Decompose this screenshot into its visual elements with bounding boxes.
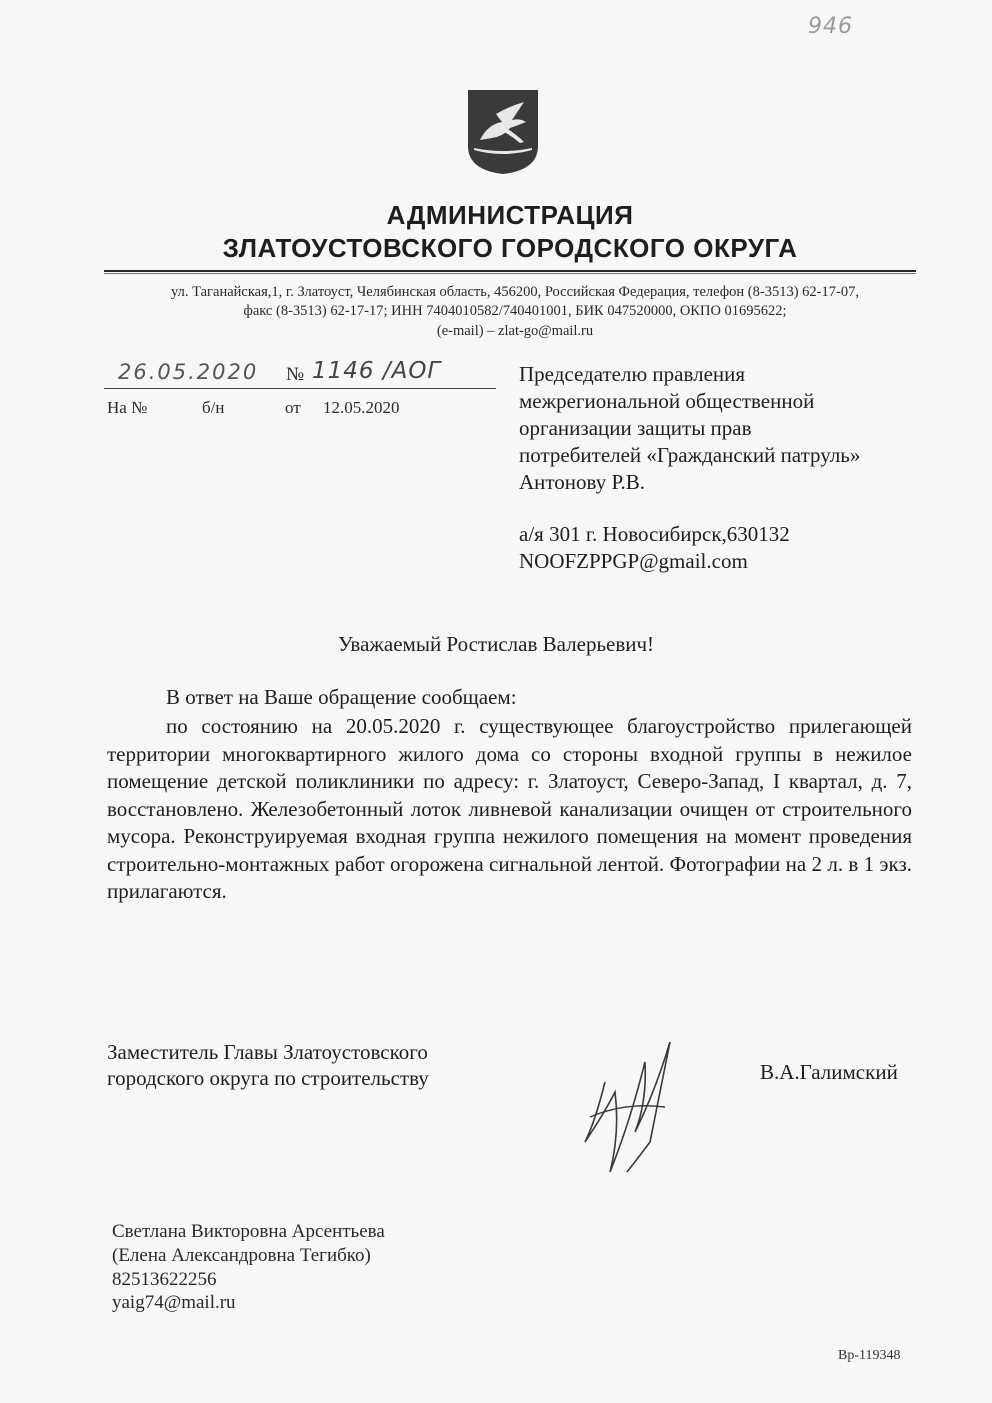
reference-date: 12.05.2020 bbox=[323, 398, 400, 417]
org-address-line3: (e-mail) – zlat-go@mail.ru bbox=[436, 323, 594, 339]
handwritten-signature bbox=[575, 1022, 685, 1182]
document-number: Вр-119348 bbox=[838, 1348, 901, 1363]
letter-greeting: Уважаемый Ростислав Валерьевич! bbox=[337, 632, 655, 656]
executor-email: yaig74@mail.ru bbox=[112, 1292, 236, 1313]
recipient-name: Антонову Р.В. bbox=[519, 470, 646, 494]
header-divider bbox=[104, 270, 916, 272]
recipient-line: межрегиональной общественной bbox=[519, 389, 815, 413]
org-address-line2: факс (8-3513) 62-17-17; ИНН 7404010582/740401001, БИК 047520000, ОКПО 01695622; bbox=[243, 303, 787, 319]
registration-underline bbox=[104, 388, 496, 389]
recipient-line: потребителей «Гражданский патруль» bbox=[519, 443, 861, 467]
recipient-line: Председателю правления bbox=[519, 362, 746, 386]
letter-intro: В ответ на Ваше обращение сообщаем: bbox=[166, 685, 517, 709]
letter-body: по состоянию на 20.05.2020 г. существующее благоустройство прилегающей территории многоквартирного жилого дома со стороны входной группы в нежилое помещение детской поликлиники по адресу: г. Златоуст, Северо-Запад, I квартал, д. 7, восстановлено. Железобетонный лоток ливневой канализации очищен от строительного мусора. Реконструируемая входная группа нежилого помещения на момент проведения строительно-монтажных работ огорожена сигнальной лентой. Фотографии на 2 л. в 1 экз. прилагаются. bbox=[107, 714, 912, 903]
reference-from-label: от bbox=[285, 398, 301, 417]
executor-name: Светлана Викторовна Арсентьева bbox=[112, 1221, 385, 1242]
registration-number: 1146 /АОГ bbox=[312, 358, 442, 384]
executor-phone: 82513622256 bbox=[112, 1269, 217, 1290]
registration-number-label: № bbox=[286, 364, 305, 385]
reference-number: б/н bbox=[202, 398, 225, 417]
handwritten-page-number: 946 bbox=[808, 14, 853, 39]
recipient-address: а/я 301 г. Новосибирск,630132 bbox=[519, 522, 790, 546]
recipient-email: NOOFZPPGP@gmail.com bbox=[519, 549, 748, 573]
registration-date: 26.05.2020 bbox=[118, 360, 259, 384]
signatory-position-line1: Заместитель Главы Златоустовского bbox=[107, 1040, 428, 1064]
reference-label: На № bbox=[107, 398, 148, 417]
executor-alt-name: (Елена Александровна Тегибко) bbox=[112, 1245, 371, 1266]
signatory-position-line2: городского округа по строительству bbox=[107, 1066, 429, 1090]
header-divider-thin bbox=[104, 273, 916, 274]
org-title-line2: ЗЛАТОУСТОВСКОГО ГОРОДСКОГО ОКРУГА bbox=[222, 233, 798, 263]
org-address-line1: ул. Таганайская,1, г. Златоуст, Челябинская область, 456200, Российская Федерация, телефон (8-3513) 62-17-07, bbox=[171, 284, 859, 300]
city-emblem-icon bbox=[466, 88, 540, 176]
signatory-name: В.А.Галимский bbox=[760, 1060, 898, 1084]
org-title-line1: АДМИНИСТРАЦИЯ bbox=[386, 200, 634, 230]
recipient-line: организации защиты прав bbox=[519, 416, 752, 440]
